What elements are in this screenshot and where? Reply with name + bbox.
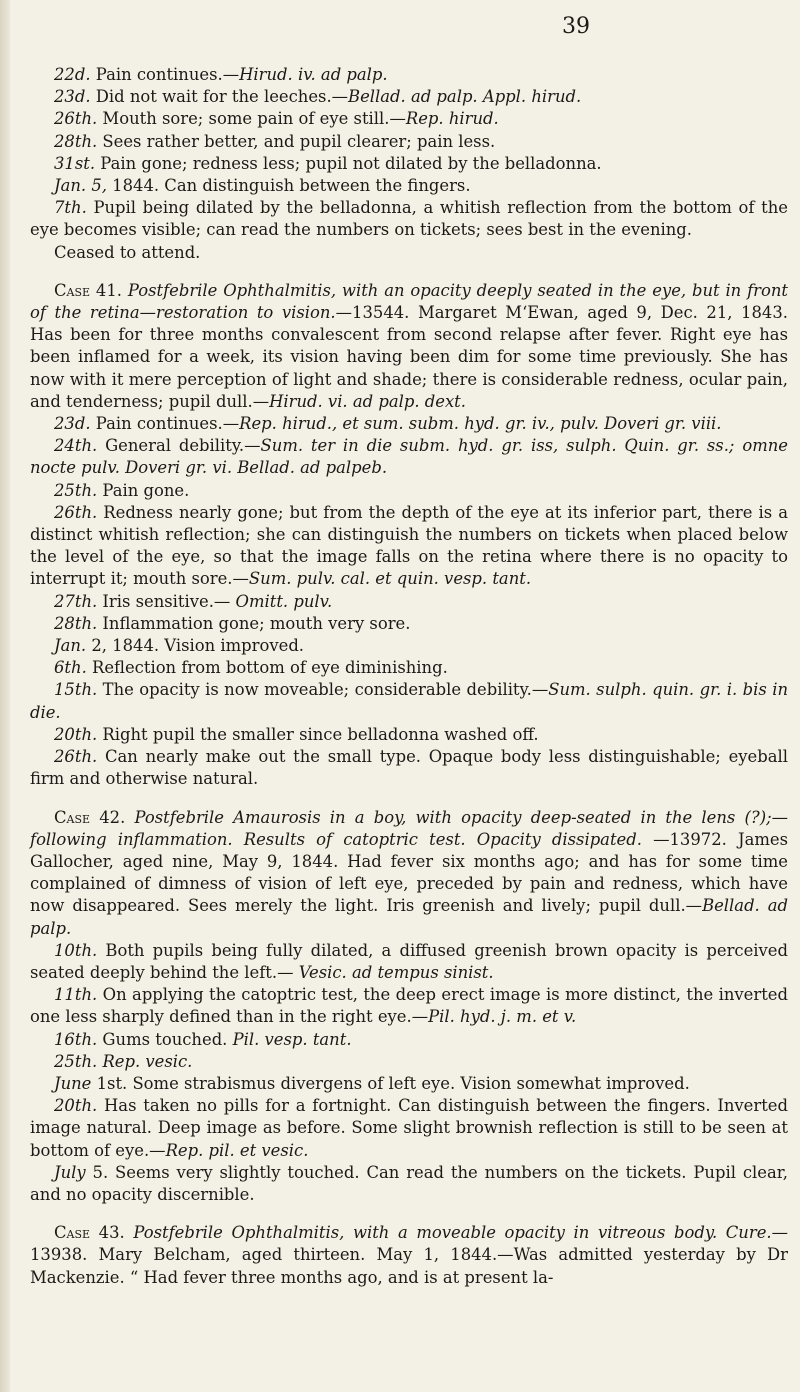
entry-text: Pain gone; redness less; pupil not dilated by the belladonna. — [95, 153, 602, 173]
journal-entry — [30, 242, 788, 264]
case-label: Case 41. — [54, 280, 122, 300]
case-title: Postfebrile Ophthalmitis, with a moveable opacity in vitreous body. Cure. — [124, 1223, 772, 1243]
case-title: Postfebrile Amaurosis in a boy, with opacity deep-seated in the lens (?);—following inflammation. Results of catoptric test. Opacity dissipated. — [30, 807, 789, 849]
entry-prescription: Pil. hyd. j. m. et v. — [428, 1007, 577, 1027]
journal-entry — [30, 679, 788, 723]
entry-prescription: Vesic. ad tempus sinist. — [298, 962, 494, 982]
entry-prescription: Pil. vesp. tant. — [232, 1029, 352, 1049]
entry-text: Has taken no pills for a fortnight. Can distinguish between the fingers. Inverted image natural. Deep image as before. Some slight brownish reflection is still to be seen at bottom of eye.— — [30, 1096, 788, 1160]
entry-prescription: Omitt. pulv. — [235, 591, 333, 611]
journal-entry — [30, 502, 788, 591]
page-gutter-shadow — [0, 0, 10, 1392]
journal-entry — [30, 724, 788, 746]
journal-entry — [30, 657, 788, 679]
entry-date: 24th. — [54, 436, 98, 456]
journal-entry — [30, 940, 788, 984]
journal-entry — [30, 1073, 788, 1095]
journal-entry — [30, 153, 788, 175]
entry-text: Reflection from bottom of eye diminishing. — [86, 658, 448, 678]
entry-date: 25th. — [54, 480, 98, 500]
entry-text: Inflammation gone; mouth very sore. — [97, 613, 411, 633]
entry-date: 28th. — [54, 613, 98, 633]
entry-date: 20th. — [54, 724, 98, 744]
entry-date: 26th. — [54, 502, 98, 522]
entry-date: 31st. — [54, 153, 96, 173]
entry-prescription: Sum. ter in die subm. hyd. gr. iss, sulph. Quin. gr. ss.; omne nocte pulv. Doveri gr. vi. Bellad. ad palpeb. — [30, 436, 788, 478]
entry-text: Mouth sore; some pain of eye still.— — [97, 109, 406, 129]
entry-date: July — [54, 1162, 86, 1182]
case-intro: —13938. Mary Belcham, aged thirteen. May 1, 1844.—Was admitted yesterday by Dr Mackenzie. “ Had fever three months ago, and is at present la- — [30, 1223, 788, 1287]
journal-entry — [30, 613, 788, 635]
case-42-entries — [30, 940, 788, 1206]
entry-text: Iris sensitive.— — [97, 591, 236, 611]
entry-date: 28th. — [54, 131, 98, 151]
case-title: Postfebrile Ophthalmitis, with an opacity deeply seated in the eye, but in front of the retina—restoration to vision. — [30, 280, 789, 323]
entry-text: Pupil being dilated by the belladonna, a whitish reflection from the bottom of the eye becomes visible; can read the numbers on tickets; sees best in the evening. — [30, 198, 788, 240]
entry-prescription: Rep. hirud., et sum. subm. hyd. gr. iv., pulv. Doveri gr. viii. — [239, 414, 722, 434]
preceding-case-entries — [30, 64, 788, 264]
case-intro-prescription: Bellad. ad palp. — [30, 896, 788, 938]
entry-text: Pain continues.— — [90, 414, 240, 434]
entry-date: 23d. — [54, 87, 91, 107]
entry-date: 26th. — [54, 109, 98, 129]
page-number: 39 — [562, 14, 590, 39]
entry-text: 5. Seems very slightly touched. Can read the numbers on the tickets. Pupil clear, and no opacity discernible. — [30, 1162, 788, 1204]
journal-entry — [30, 984, 788, 1028]
entry-text: General debility.— — [97, 436, 261, 456]
entry-text: Pain gone. — [97, 480, 190, 500]
entry-text: Ceased to attend. — [54, 242, 201, 262]
entry-text: Can nearly make out the small type. Opaque body less distinguishable; eyeball firm and otherwise natural. — [30, 747, 788, 789]
entry-prescription: Bellad. ad palp. Appl. hirud. — [348, 87, 582, 107]
page-body — [30, 64, 788, 1289]
entry-date: 7th. — [54, 198, 87, 218]
journal-entry — [30, 175, 788, 197]
entry-date: 10th. — [54, 940, 98, 960]
entry-date: 11th. — [54, 985, 98, 1005]
entry-date: 20th. — [54, 1096, 98, 1116]
entry-text: On applying the catoptric test, the deep erect image is more distinct, the inverted one less sharply defined than in the right eye.— — [30, 985, 788, 1027]
entry-prescription: Rep. pil. et vesic. — [165, 1140, 309, 1160]
journal-entry — [30, 413, 788, 435]
entry-date: 16th. — [54, 1029, 98, 1049]
entry-text: Pain continues.— — [90, 65, 240, 84]
entry-date: 15th. — [54, 680, 98, 700]
case-label: Case 42. — [54, 807, 126, 827]
entry-date: 23d. — [54, 414, 91, 434]
entry-text: Sees rather better, and pupil clearer; pain less. — [97, 131, 496, 151]
entry-text: Redness nearly gone; but from the depth of the eye at its inferior part, there is a distinct whitish reflection; she can distinguish the numbers on tickets when placed below the level of the eye, so that the image falls on the retina where there is no opacity to interrupt it; mouth sore.— — [30, 502, 788, 589]
entry-text: Did not wait for the leeches.— — [90, 87, 349, 107]
journal-entry — [30, 635, 788, 657]
entry-prescription: Sum. pulv. cal. et quin. vesp. tant. — [248, 569, 532, 589]
entry-text: 1st. Some strabismus divergens of left eye. Vision somewhat improved. — [91, 1073, 690, 1093]
entry-prescription: Hirud. iv. ad palp. — [239, 65, 388, 84]
entry-date: 25th. — [54, 1051, 98, 1071]
entry-text: 1844. Can distinguish between the fingers. — [106, 176, 471, 196]
journal-entry — [30, 1051, 788, 1073]
entry-date: 6th. — [54, 658, 87, 678]
case-label: Case 43. — [54, 1223, 125, 1243]
case-intro-prescription: Hirud. vi. ad palp. dext. — [269, 391, 466, 411]
entry-text: Both pupils being fully dilated, a diffused greenish brown opacity is perceived seated deeply behind the left.— — [30, 940, 788, 982]
case-41-entries — [30, 413, 788, 790]
case-42-heading — [30, 807, 788, 940]
entry-prescription: Rep. hirud. — [405, 109, 499, 129]
journal-entry — [30, 746, 788, 790]
entry-text: Gums touched. — [97, 1029, 233, 1049]
entry-prescription: Sum. sulph. quin. gr. i. bis in die. — [30, 680, 789, 722]
journal-entry — [30, 435, 788, 479]
journal-entry — [30, 1095, 788, 1162]
entry-date: 27th. — [54, 591, 98, 611]
journal-entry — [30, 131, 788, 153]
entry-date: 22d. — [54, 65, 91, 84]
case-43-heading — [30, 1222, 788, 1289]
entry-date: 26th. — [54, 747, 98, 767]
entry-prescription: Rep. vesic. — [102, 1051, 193, 1071]
journal-entry — [30, 86, 788, 108]
journal-entry — [30, 591, 788, 613]
entry-text: 2, 1844. Vision improved. — [86, 636, 305, 656]
entry-date: June — [54, 1073, 92, 1093]
journal-entry — [30, 108, 788, 130]
journal-entry — [30, 480, 788, 502]
entry-text: The opacity is now moveable; considerable debility.— — [97, 680, 549, 700]
entry-text: Right pupil the smaller since belladonna washed off. — [97, 724, 539, 744]
case-intro: —13972. James Gallocher, aged nine, May 9, 1844. Had fever six months ago; and has for some time complained of dimness of vision of left eye, preceded by pain and redness, which have now disappeared. Sees merely the light. Iris greenish and lively; pupil dull.— — [30, 829, 788, 916]
journal-entry — [30, 1162, 788, 1206]
case-41-heading — [30, 280, 788, 413]
journal-entry — [30, 1029, 788, 1051]
case-intro: —13544. Margaret M‘Ewan, aged 9, Dec. 21, 1843. Has been for three months convalescent from second relapse after fever. Right eye has been inflamed for a week, its vision having been dim for some time previously. She has now with it mere perception of light and shade; there is considerable redness, ocular pain, and tenderness; pupil dull.— — [30, 303, 788, 411]
entry-date: Jan. — [54, 636, 87, 656]
journal-entry — [30, 64, 788, 86]
entry-date: Jan. 5, — [54, 176, 107, 196]
journal-entry — [30, 197, 788, 241]
